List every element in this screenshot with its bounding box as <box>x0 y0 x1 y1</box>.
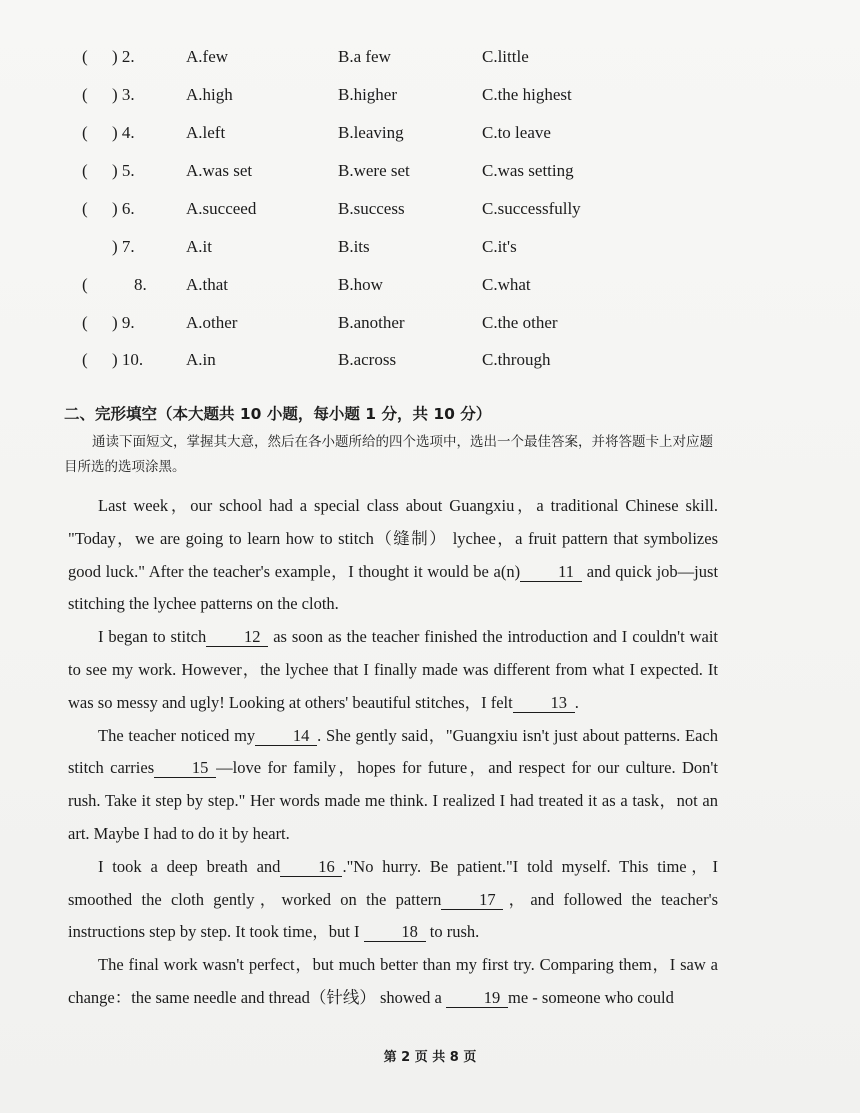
answer-paren: ( <box>82 123 88 142</box>
option-b: B.success <box>338 199 405 218</box>
answer-paren: ( <box>82 85 88 104</box>
answer-paren: ( <box>82 350 88 369</box>
option-c: C.it's <box>482 237 517 256</box>
option-c: C.little <box>482 47 529 66</box>
option-b: B.higher <box>338 85 398 104</box>
page-footer: 第 2 页 共 8 页 <box>383 1050 477 1065</box>
passage-text: I took a deep breath and <box>98 856 281 876</box>
paragraph <box>68 720 718 851</box>
paragraph <box>68 851 718 949</box>
option-b: B.leaving <box>338 123 404 142</box>
option-c: C.successfully <box>482 199 581 218</box>
option-b: B.across <box>338 350 397 369</box>
option-c: C.what <box>482 275 531 294</box>
answer-paren: ( <box>82 47 88 66</box>
option-b: B.another <box>338 313 405 332</box>
option-row <box>0 350 860 380</box>
option-c: C.through <box>482 350 551 369</box>
question-number: 8. <box>134 275 147 294</box>
option-row <box>0 161 860 191</box>
passage-text: . She gently said，"Guangxiu isn't just about patterns. Each stitch carries <box>68 725 718 778</box>
paragraph <box>68 621 718 719</box>
answer-blank: 16 <box>280 858 342 877</box>
section-instructions: 通读下面短文，掌握其大意，然后在各小题所给的四个选项中，选出一个最佳答案，并将答题卡上对应题目所选的选项涂黑。 <box>64 434 713 475</box>
option-row <box>0 237 860 267</box>
option-row <box>0 85 860 115</box>
option-b: B.its <box>338 237 370 256</box>
question-number: ) 10. <box>112 350 144 369</box>
passage-text: I began to stitch <box>98 627 207 647</box>
answer-paren: ( <box>82 199 88 218</box>
question-number: ) 2. <box>112 47 135 66</box>
passage-text: to rush. <box>429 922 480 942</box>
answer-blank: 14 <box>255 727 317 746</box>
option-a: A.left <box>186 123 226 142</box>
option-b: B.were set <box>338 161 410 180</box>
option-row <box>0 199 860 229</box>
option-a: A.that <box>186 275 229 294</box>
answer-blank: 13 <box>513 694 575 713</box>
question-number: ) 3. <box>112 85 135 104</box>
answer-blank: 11 <box>520 563 582 582</box>
option-b: B.a few <box>338 47 391 66</box>
passage-text: —love for family，hopes for future，and respect for our culture. Don't rush. Take it step by step." Her words made me think. I realized I had treated it as a task，not an art. Maybe I had to do it by heart. <box>68 758 718 843</box>
answer-paren: ( <box>82 313 88 332</box>
answer-blank: 15 <box>154 759 216 778</box>
passage-text: Last week，our school had a special class about Guangxiu，a traditional Chinese skill. "Today，we are going to learn how to stitch（缝制） lychee，a fruit pattern that symbolizes good luck." After the teacher's example，I thought it would be a(n) <box>68 496 718 581</box>
option-a: A.few <box>186 47 229 66</box>
answer-paren: ( <box>82 161 88 180</box>
passage-text: The final work wasn't perfect，but much better than my first try. Comparing them，I saw a change：the same needle and thread（针线） showed a <box>68 955 718 1007</box>
cloze-passage <box>68 490 718 1015</box>
option-a: A.succeed <box>186 199 257 218</box>
passage-text: and quick job—just stitching the lychee patterns on the cloth. <box>68 561 719 614</box>
option-row <box>0 275 860 305</box>
option-row <box>0 313 860 343</box>
passage-text: ."No hurry. Be patient."I told myself. This time，I smoothed the cloth gently，worked on the pattern <box>68 856 718 909</box>
answer-blank: 17 <box>441 891 503 910</box>
question-number: ) 6. <box>112 199 135 218</box>
question-number: ) 5. <box>112 161 135 180</box>
paragraph <box>68 949 718 1015</box>
question-number: ) 4. <box>112 123 135 142</box>
option-a: A.was set <box>186 161 253 180</box>
answer-paren: ( <box>82 275 88 294</box>
question-number: ) 7. <box>112 237 135 256</box>
option-a: A.in <box>186 350 216 369</box>
passage-text: as soon as the teacher finished the introduction and I couldn't wait to see my work. However，the lychee that I finally made was different from what I expected. It was so messy and ugly! Looking at others' beautiful stitches，I felt <box>68 627 719 712</box>
answer-blank: 18 <box>364 923 426 942</box>
option-a: A.high <box>186 85 233 104</box>
answer-blank: 19 <box>446 989 508 1008</box>
option-row <box>0 123 860 153</box>
option-a: A.it <box>186 237 212 256</box>
option-row <box>0 47 860 77</box>
passage-text: me - someone who could <box>508 987 674 1007</box>
passage-text: ，and followed the teacher's instructions step by step. It took time，but I <box>68 889 718 942</box>
section-title: 二、完形填空（本大题共 10 小题，每小题 1 分，共 10 分） <box>64 405 492 423</box>
option-c: C.the highest <box>482 85 572 104</box>
answer-blank: 12 <box>206 628 268 647</box>
passage-text: . <box>574 692 579 712</box>
option-c: C.the other <box>482 313 558 332</box>
question-number: ) 9. <box>112 313 135 332</box>
option-c: C.to leave <box>482 123 551 142</box>
passage-text: The teacher noticed my <box>98 725 256 745</box>
option-a: A.other <box>186 313 238 332</box>
paragraph <box>68 490 718 621</box>
option-c: C.was setting <box>482 161 574 180</box>
option-b: B.how <box>338 275 383 294</box>
